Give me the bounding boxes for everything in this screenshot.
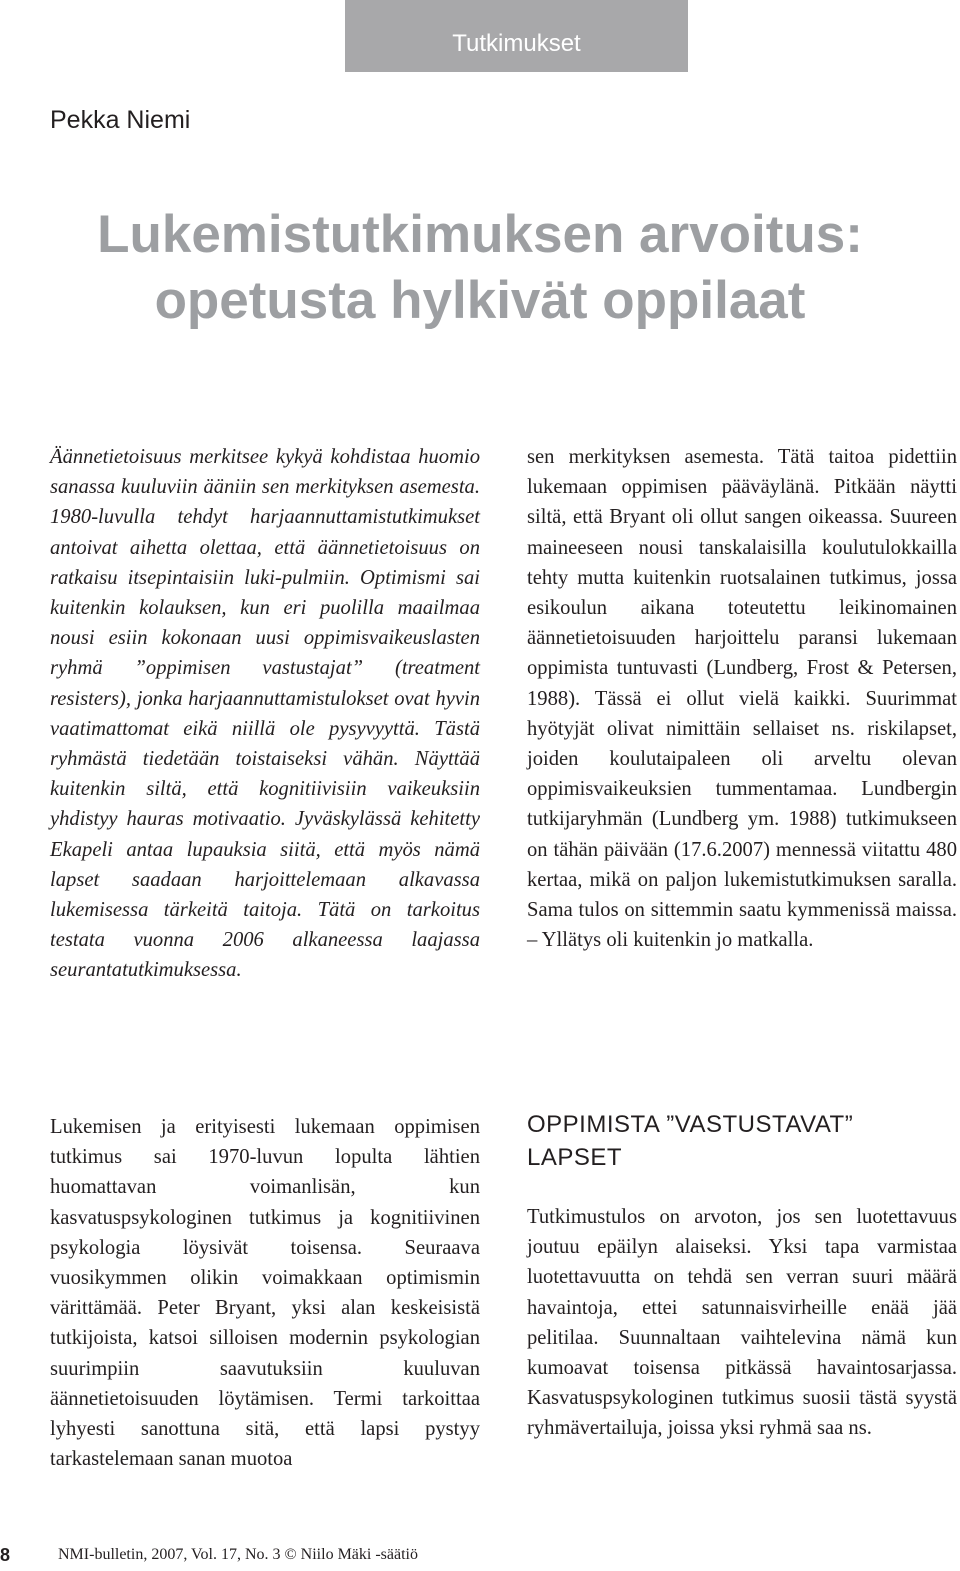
- section-tab: Tutkimukset: [345, 0, 688, 72]
- lede-column: [50, 442, 480, 986]
- footer-citation: NMI-bulletin, 2007, Vol. 17, No. 3 © Niilo Mäki -säätiö: [58, 1546, 418, 1563]
- author-name: Pekka Niemi: [50, 106, 191, 134]
- page-number: 8: [0, 1545, 11, 1565]
- title-line-1: Lukemistutkimuksen arvoitus:: [97, 205, 863, 264]
- body-right-column-bottom: [527, 1202, 957, 1444]
- body-paragraph-3: Tutkimustulos on arvoton, jos sen luotettavuus joutuu epäilyn alaiseksi. Yksi tapa varmistaa luotettavuutta on tehdä sen verran suuri määrä havaintoja, ettei satunnaisvirheille enää jää pelitilaa. Suunnaltaan vaihtelevina nämä kun kumoavat toisensa pitkässä havaintosarjassa. Kasvatuspsykologinen tutkimus suosii tästä syystä ryhmävertailuja, joissa yksi ryhmä saa ns.: [527, 1206, 957, 1440]
- body-paragraph-1: Lukemisen ja erityisesti lukemaan oppimisen tutkimus sai 1970-luvun lopulta lähtien huomattavan voimanlisän, kun kasvatuspsykologinen tutkimus ja kognitiivinen psykologia löysivät toisensa. Seuraava vuosikymmen olikin voimakkaan optimismin värittämää. Peter Bryant, yksi alan keskeisistä tutkijoista, katsoi silloisen modernin psykologian suurimpiin saavutuksiin kuuluvan äännetietoisuuden löytämisen. Termi tarkoittaa lyhyesti sanottuna sitä, että lapsi pystyy tarkastelemaan sanan muotoa: [50, 1116, 480, 1471]
- article-title: [0, 202, 960, 334]
- section-subheading: OPPIMISTA ”VASTUSTAVAT” LAPSET: [527, 1111, 854, 1171]
- page-footer: [0, 1542, 600, 1568]
- lede-paragraph: Äännetietoisuus merkitsee kykyä kohdistaa huomio sanassa kuuluviin ääniin sen merkityksen asemesta. 1980-luvulla tehdyt harjaannuttamistutkimukset antoivat aihetta olettaa, että äännetietoisuus on ratkaisu itsepintaisiin luki-pulmiin. Optimismi sai kuitenkin kolauksen, kun eri puolilla maailmaa nousi esiin kokonaan uusi oppimisvaikeuslasten ryhmä ”oppimisen vastustajat” (treatment resisters), jonka harjaannuttamistulokset ovat hyvin vaatimattomat eikä niillä ole pysyvyyttä. Tästä ryhmästä tiedetään toistaiseksi vähän. Näyttää kuitenkin siltä, että kognitiivisiin vaikeuksiin yhdistyy hauras motivaatio. Jyväskylässä kehitetty Ekapeli antaa lupauksia siitä, että myös nämä lapset saadaan harjoittelemaan alkavassa lukemisessa tärkeitä taitoja. Tätä on tarkoitus testata vuonna 2006 alkaneessa laajassa seurantatutkimuksessa.: [50, 446, 480, 982]
- body-right-column-top: [527, 442, 957, 955]
- body-paragraph-2: sen merkityksen asemesta. Tätä taitoa pidettiin lukemaan oppimisen pääväylänä. Pitkään näytti siltä, että Bryant oli ollut sangen oikeassa. Suureen maineeseen nousi tanskalaisilla koulutulokkailla tehty mutta kuitenkin ruotsalainen tutkimus, jossa esikoulun aikana toteutettu leikinomainen äännetietoisuuden harjoittelu paransi lukemaan oppimista tuntuvasti (Lundberg, Frost & Petersen, 1988). Tässä ei ollut vielä kaikki. Suurimmat hyötyjät olivat nimittäin sellaiset ns. riskilapset, joiden koulutaipaleen oli arveltu olevan oppimisvaikeuksien tummentamaa. Lundbergin tutkijaryhmän (Lundberg ym. 1988) tutkimukseen on tähän päivään (17.6.2007) mennessä viitattu 480 kertaa, mikä on paljon lukemistutkimuksen saralla. Sama tulos on sittemmin saatu kymmenissä maissa. – Yllätys oli kuitenkin jo matkalla.: [527, 446, 957, 952]
- body-left-column: [50, 1112, 480, 1474]
- title-line-2: opetusta hylkivät oppilaat: [154, 271, 806, 330]
